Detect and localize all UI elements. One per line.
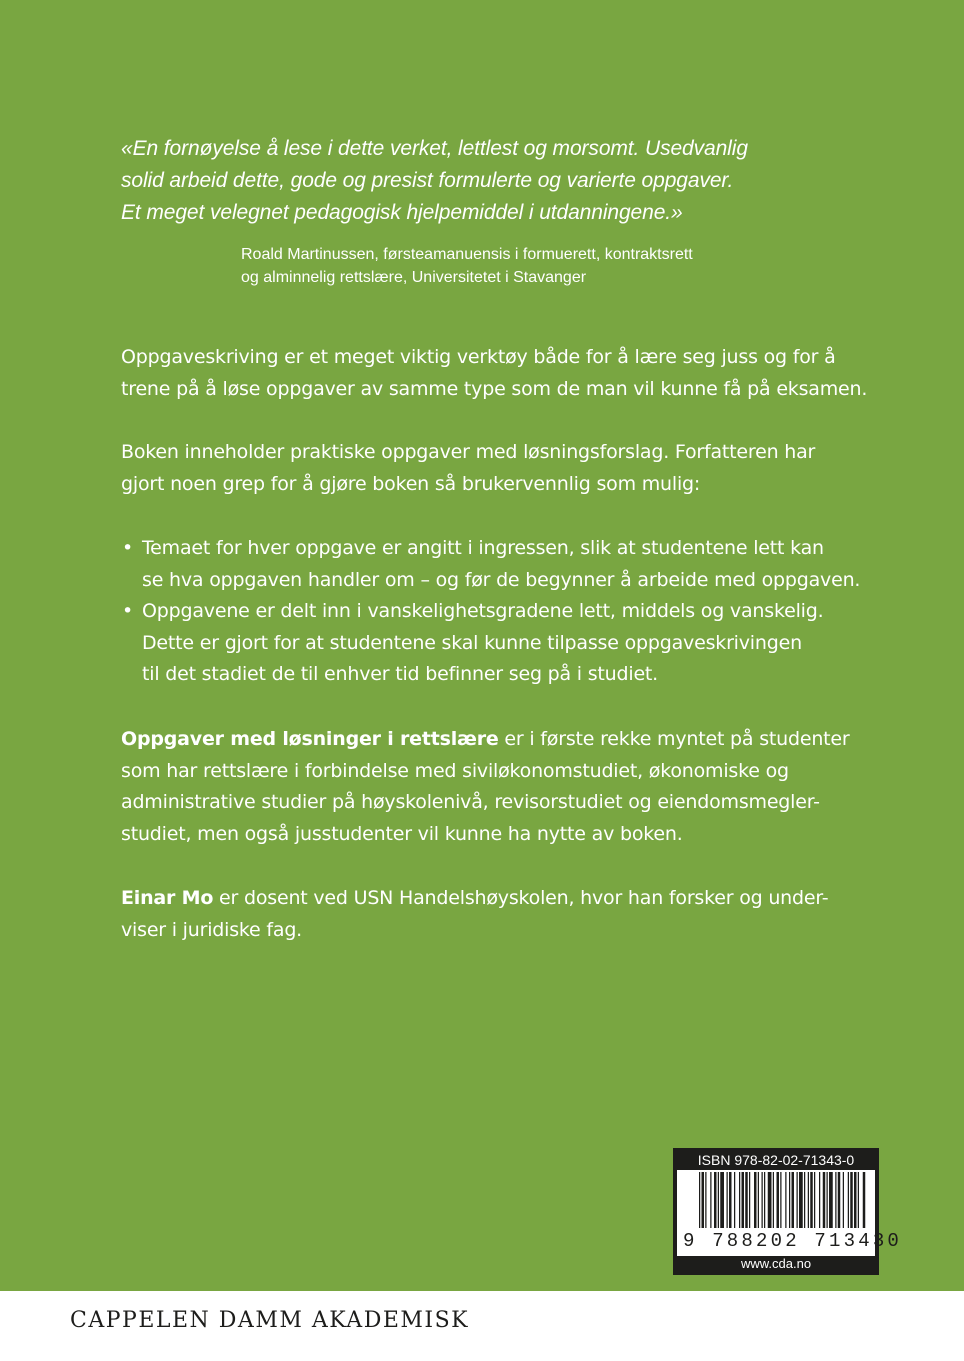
barcode-bar [720, 1172, 724, 1228]
barcode-bar [854, 1172, 857, 1228]
quote-line: Et meget velegnet pedagogisk hjelpemiddel i utdanningene.» [121, 201, 683, 224]
barcode-bar [863, 1172, 866, 1228]
barcode-bar [773, 1172, 774, 1228]
barcode-bar [814, 1172, 815, 1228]
feature-item [121, 596, 881, 691]
barcode-bar [858, 1172, 859, 1228]
book-title: Oppgaver med løsninger i rettslære [121, 728, 499, 750]
audience-paragraph [121, 724, 881, 850]
intro-line: Oppgaveskriving er et meget viktig verktøy både for å lære seg juss og for å [121, 346, 836, 368]
barcode-bar [792, 1172, 795, 1228]
barcode-bar [823, 1172, 826, 1228]
barcode-bar [838, 1172, 841, 1228]
barcode-bar [699, 1172, 700, 1228]
barcode-bar [843, 1172, 844, 1228]
feature-line: se hva oppgaven handler om – og før de begynner å arbeide med oppgaven. [142, 568, 861, 591]
author-name: Einar Mo [121, 887, 214, 909]
publisher-logo: CAPPELEN DAMM AKADEMISK [70, 1308, 470, 1333]
audience-line [121, 724, 881, 756]
barcode-bar [739, 1172, 740, 1228]
intro-paragraph [121, 342, 881, 405]
attribution-line: Roald Martinussen, førsteamanuensis i formuerett, kontraktsrett [241, 246, 693, 263]
author-line [121, 883, 881, 915]
bullet-icon: • [122, 537, 134, 559]
barcode-bar [749, 1172, 750, 1228]
feature-line: Temaet for hver oppgave er angitt i ingressen, slik at studentene lett kan [142, 537, 824, 559]
barcode-bar [777, 1172, 780, 1228]
barcode-bar [829, 1172, 833, 1228]
review-quote [121, 133, 881, 229]
barcode-bar [804, 1172, 805, 1228]
bullet-icon: • [122, 600, 134, 622]
quote-attribution [241, 243, 881, 289]
audience-text: er i første rekke myntet på studenter [498, 728, 850, 750]
barcode [677, 1170, 903, 1256]
barcode-bar [764, 1172, 765, 1228]
feature-line: til det stadiet de til enhver tid befinner seg på i studiet. [142, 663, 659, 685]
barcode-bar [789, 1172, 790, 1228]
barcode-bar [710, 1172, 711, 1228]
audience-line: administrative studier på høyskolenivå, revisorstudiet og eiendomsmegler- [121, 791, 820, 813]
quote-line: solid arbeid dette, gode og presist formulerte og varierte oppgaver. [121, 169, 734, 192]
author-text: er dosent ved USN Handelshøyskolen, hvor han forsker og under- [213, 887, 829, 909]
author-paragraph [121, 883, 881, 946]
isbn-label: ISBN 978-82-02-71343-0 [697, 1152, 855, 1168]
barcode-bar [742, 1172, 745, 1228]
intro-line: trene på å løse oppgaver av samme type som de man vil kunne få på eksamen. [121, 377, 868, 400]
barcode-bar [702, 1172, 705, 1228]
barcode-bar [705, 1172, 706, 1228]
content-line: Boken inneholder praktiske oppgaver med løsningsforslag. Forfatteren har [121, 441, 816, 463]
feature-line: Oppgavene er delt inn i vanskelighetsgradene lett, middels og vanskelig. [142, 600, 824, 622]
barcode-bar [762, 1172, 763, 1228]
barcode-bar [714, 1172, 717, 1228]
barcode-bar [785, 1172, 786, 1228]
barcode-bar [827, 1172, 828, 1228]
author-line: viser i juridiske fag. [121, 918, 303, 941]
feature-list [121, 533, 881, 691]
barcode-bar [848, 1172, 849, 1228]
barcode-bar [835, 1172, 836, 1228]
feature-line: Dette er gjort for at studentene skal kunne tilpasse oppgaveskrivingen [142, 631, 802, 654]
barcode-bar [797, 1172, 798, 1228]
publisher-url: www.cda.no [740, 1256, 812, 1271]
content-line: gjort noen grep for å gjøre boken så brukervennlig som mulig: [121, 472, 701, 495]
attribution-line: og alminnelig rettslære, Universitetet i Stavanger [241, 269, 587, 286]
feature-item [121, 533, 881, 596]
barcode-bar [780, 1172, 781, 1228]
barcode-bar [754, 1172, 757, 1228]
audience-line: som har rettslære i forbindelse med siviløkonomstudiet, økonomiske og [121, 759, 789, 782]
barcode-bar [850, 1172, 853, 1228]
barcode-digits: 9 788202 713430 [683, 1230, 903, 1252]
barcode-bar [718, 1172, 719, 1228]
barcode-bar [745, 1172, 748, 1228]
barcode-bar [768, 1172, 772, 1228]
barcode-bar [729, 1172, 732, 1228]
barcode-bar [734, 1172, 735, 1228]
barcode-bar [758, 1172, 759, 1228]
barcode-bar [727, 1172, 728, 1228]
barcode-box [673, 1148, 903, 1275]
barcode-bar [808, 1172, 809, 1228]
barcode-bar [799, 1172, 803, 1228]
quote-line: «En fornøyelse å lese i dette verket, lettlest og morsomt. Usedvanlig [121, 137, 748, 160]
audience-line: studiet, men også jusstudenter vil kunne ha nytte av boken. [121, 822, 683, 845]
barcode-bar [819, 1172, 820, 1228]
barcode-bar [810, 1172, 813, 1228]
content-paragraph [121, 437, 881, 500]
